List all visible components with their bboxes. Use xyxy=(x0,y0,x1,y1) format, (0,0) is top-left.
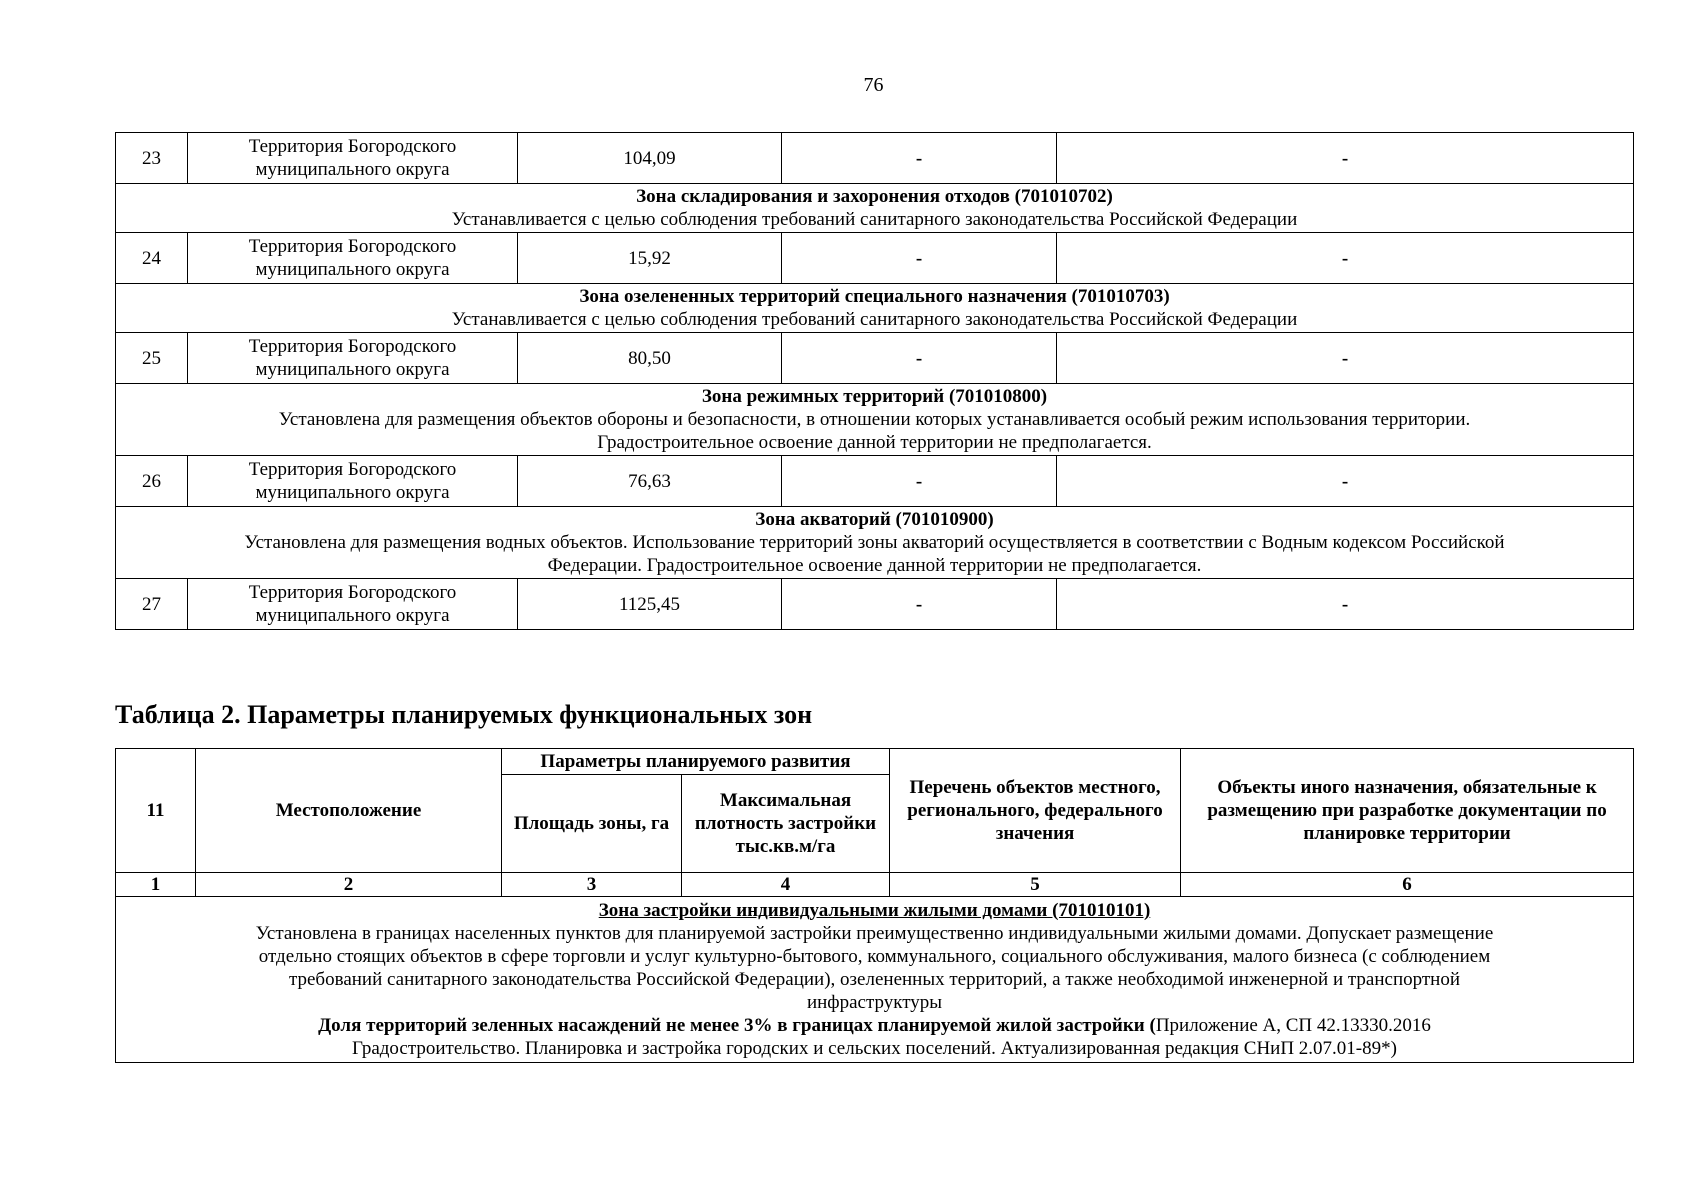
zone-row xyxy=(116,284,1634,333)
zone-row xyxy=(116,507,1634,579)
zone-description-line: Устанавливается с целью соблюдения требований санитарного законодательства Российской Федерации xyxy=(451,209,1298,230)
row-col5: - xyxy=(1057,133,1634,184)
zone-row xyxy=(116,184,1634,233)
zone-description-line: Установлена для размещения водных объектов. Использование территорий зоны акваторий осуществляется в соответствии с Водным кодексом Российской xyxy=(244,532,1505,553)
table2-title: Таблица 2. Параметры планируемых функциональных зон xyxy=(115,700,813,729)
column-number: 6 xyxy=(1181,873,1634,897)
zone-residential-description-line: инфраструктуры xyxy=(806,992,943,1013)
row-area: 104,09 xyxy=(518,133,782,184)
zone-residential-description-line: Установлена в границах населенных пунктов для планируемой застройки преимущественно индивидуальными жилыми домами. Допускает размещение xyxy=(255,923,1494,944)
zone-residential-note-line2: Градостроительство. Планировка и застройка городских и сельских поселений. Актуализированная редакция СНиП 2.07.01-89*) xyxy=(352,1038,1397,1059)
row-location: Территория Богородского муниципального округа xyxy=(188,133,518,184)
row-col4: - xyxy=(782,579,1057,630)
planned-zones-table xyxy=(115,748,1634,1063)
table-row xyxy=(116,233,1634,284)
row-area: 1125,45 xyxy=(518,579,782,630)
row-number: 24 xyxy=(116,233,188,284)
row-location: Территория Богородского муниципального округа xyxy=(188,456,518,507)
row-number: 25 xyxy=(116,333,188,384)
column-number: 4 xyxy=(682,873,890,897)
header-col1: 11 xyxy=(116,749,196,873)
zone-description-line: Установлена для размещения объектов обороны и безопасности, в отношении которых устанавливается особый режим использования территории. xyxy=(278,409,1471,430)
zone-residential-green-note: Доля территорий зеленных насаждений не менее 3% в границах планируемой жилой застройки ( xyxy=(318,1015,1156,1036)
table-row xyxy=(116,133,1634,184)
zones-table-continued xyxy=(115,132,1634,630)
row-location: Территория Богородского муниципального округа xyxy=(188,579,518,630)
column-number: 3 xyxy=(502,873,682,897)
row-col5: - xyxy=(1057,456,1634,507)
table-row xyxy=(116,333,1634,384)
row-col5: - xyxy=(1057,233,1634,284)
header-area: Площадь зоны, га xyxy=(502,775,682,873)
column-number: 2 xyxy=(196,873,502,897)
zone-description-line: Устанавливается с целью соблюдения требований санитарного законодательства Российской Федерации xyxy=(451,309,1298,330)
header-density: Максимальная плотность застройки тыс.кв.м/га xyxy=(682,775,890,873)
zone-residential-cell xyxy=(116,897,1634,1063)
row-col4: - xyxy=(782,233,1057,284)
table-row xyxy=(116,456,1634,507)
row-col5: - xyxy=(1057,333,1634,384)
zone-residential-description-line: требований санитарного законодательства Российской Федерации), озелененных территорий, а также необходимой инженерной и транспортной xyxy=(288,969,1461,990)
zone-title: Зона складирования и захоронения отходов (701010702) xyxy=(636,186,1113,207)
row-location: Территория Богородского муниципального округа xyxy=(188,233,518,284)
table-row xyxy=(116,579,1634,630)
zone-residential-note-ref: Приложение А, СП 42.13330.2016 xyxy=(1155,1015,1431,1036)
header-location: Местоположение xyxy=(196,749,502,873)
zone-description-line: Градостроительное освоение данной территории не предполагается. xyxy=(597,432,1152,453)
row-col4: - xyxy=(782,456,1057,507)
row-number: 23 xyxy=(116,133,188,184)
column-number: 5 xyxy=(890,873,1181,897)
zone-title: Зона акваторий (701010900) xyxy=(755,509,994,530)
page-number: 76 xyxy=(863,74,884,96)
row-col4: - xyxy=(782,133,1057,184)
row-number: 26 xyxy=(116,456,188,507)
zone-row xyxy=(116,384,1634,456)
header-other-objects: Объекты иного назначения, обязательные к размещению при разработке документации по планировке территории xyxy=(1181,749,1634,873)
zone-title: Зона озелененных территорий специального назначения (701010703) xyxy=(579,286,1170,307)
zone-title: Зона режимных территорий (701010800) xyxy=(701,386,1048,407)
row-area: 76,63 xyxy=(518,456,782,507)
header-group-params: Параметры планируемого развития xyxy=(502,749,890,775)
row-number: 27 xyxy=(116,579,188,630)
zone-description-line: Федерации. Градостроительное освоение данной территории не предполагается. xyxy=(547,555,1202,576)
row-location: Территория Богородского муниципального округа xyxy=(188,333,518,384)
row-col5: - xyxy=(1057,579,1634,630)
column-number: 1 xyxy=(116,873,196,897)
row-area: 15,92 xyxy=(518,233,782,284)
row-col4: - xyxy=(782,333,1057,384)
zone-residential-description-line: отдельно стоящих объектов в сфере торговли и услуг культурно-бытового, коммунального, социального обслуживания, малого бизнеса (с соблюдением xyxy=(258,946,1491,967)
zone-residential-title: Зона застройки индивидуальными жилыми домами (701010101) xyxy=(598,900,1151,921)
header-objects-list: Перечень объектов местного, регионального, федерального значения xyxy=(890,749,1181,873)
row-area: 80,50 xyxy=(518,333,782,384)
